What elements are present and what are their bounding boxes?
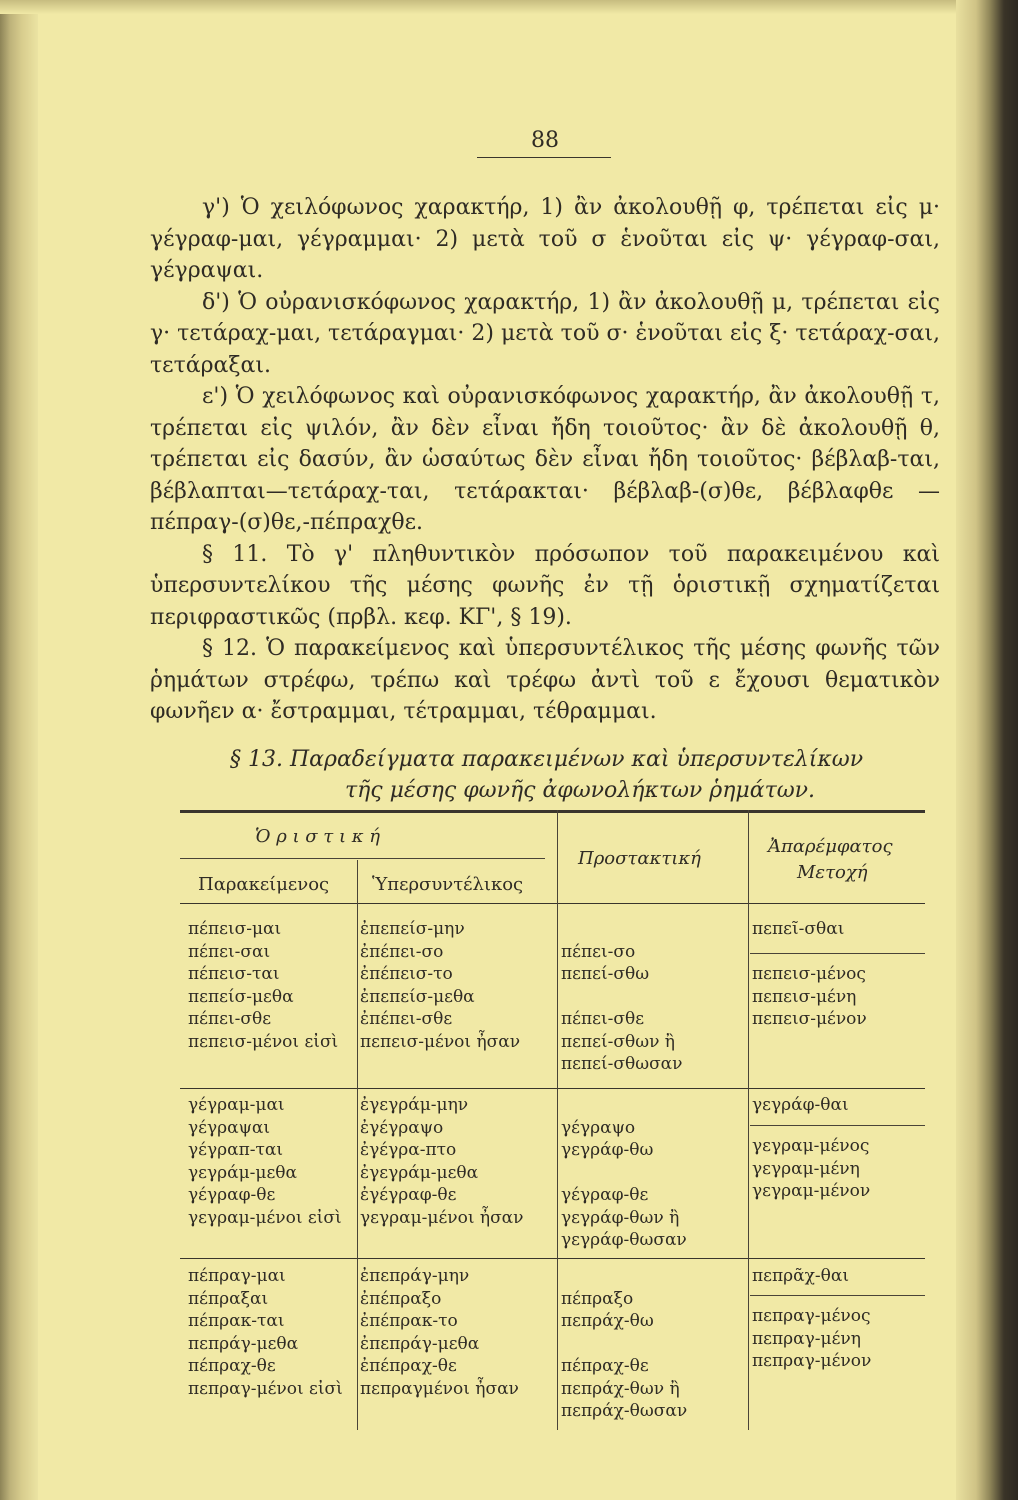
page-number: 88	[531, 128, 559, 153]
g2-aparemfatos: γεγράφ-θαι	[752, 1095, 849, 1115]
paragraph-section-12: § 12. Ὁ παρακείμενος καὶ ὑπερσυντέλικος τῆς μέσης φωνῆς τῶν ῥημάτων στρέφω, τρέπω καὶ τρέφω ἀντὶ τοῦ ε ἔχουσι θεματικὸν φωνῆεν α· ἔστραμμαι, τέτραμμαι, τέθραμμαι.	[150, 636, 940, 724]
page-edge-right	[956, 0, 1018, 1500]
section-13-heading-line1: § 13. Παραδείγματα παρακειμένων καὶ ὑπερσυντελίκων	[230, 746, 864, 772]
g3-aparemfatos: πεπρᾶχ-θαι	[752, 1266, 850, 1286]
table-top-rule	[180, 810, 925, 813]
g2-hypersyntelikos: ἐγεγράμ-μην ἐγέγραψο ἐγέγρα-πτο ἐγεγράμ-μεθα ἐγέγραφ-θε γεγραμ-μένοι ἦσαν	[360, 1095, 524, 1228]
g2-prostaktiki: γέγραψο γεγράφ-θω γέγραφ-θε γεγράφ-θων ἢ γεγράφ-θωσαν	[561, 1117, 687, 1250]
g3-prostaktiki: πέπραξο πεπράχ-θω πέπραχ-θε πεπράχ-θων ἢ πεπράχ-θωσαν	[561, 1288, 688, 1421]
g3-parakeimenos: πέπραγ-μαι πέπραξαι πέπρακ-ται πεπράγ-μεθα πέπραχ-θε πεπραγ-μένοι εἰσὶ	[188, 1266, 343, 1399]
g3-metochi: πεπραγ-μένος πεπραγ-μένη πεπραγ-μένον	[752, 1306, 872, 1371]
header-aparemfatos: Ἀπαρέμφατος	[768, 836, 893, 857]
g1-metochi: πεπεισ-μένος πεπεισ-μένη πεπεισ-μένον	[752, 964, 867, 1029]
g1-aparemfatos: πεπεῖ-σθαι	[752, 919, 845, 939]
header-bottom-rule	[180, 903, 925, 904]
header-metochi: Μετοχή	[797, 862, 868, 883]
header-hypersyntelikos: Ὑπερσυντέλικος	[372, 874, 524, 895]
g1-prostaktiki: πέπει-σο πεπεί-σθω πέπει-σθε πεπεί-σθων ἢ πεπεί-σθωσαν	[561, 941, 683, 1074]
inf-rule-2	[750, 1125, 925, 1126]
inf-rule-3	[750, 1295, 925, 1296]
oristiki-sub-rule	[180, 858, 545, 859]
g1-parakeimenos: πέπεισ-μαι πέπει-σαι πέπεισ-ται πεπείσ-μεθα πέπει-σθε πεπεισ-μένοι εἰσὶ	[188, 919, 339, 1052]
group-rule-1	[180, 1088, 925, 1089]
paragraph-section-11: § 11. Τὸ γ' πληθυντικὸν πρόσωπον τοῦ παρακειμένου καὶ ὑπερσυντελίκου τῆς μέσης φωνῆς ἐν τῇ ὁριστικῇ σχηματίζεται περιφραστικῶς (πρβλ. κεφ. ΚΓ', § 19).	[150, 541, 940, 630]
col-rule-2	[557, 810, 558, 1430]
g3-hypersyntelikos: ἐπεπράγ-μην ἐπέπραξο ἐπέπρακ-το ἐπεπράγ-μεθα ἐπέπραχ-θε πεπραγμένοι ἦσαν	[360, 1266, 519, 1399]
body-text	[150, 192, 940, 807]
section-13-heading-line2: τῆς μέσης φωνῆς ἀφωνολήκτων ῥημάτων.	[344, 778, 816, 803]
group-rule-2	[180, 1258, 925, 1259]
section-13-heading-cont	[150, 775, 940, 807]
header-prostaktiki: Προστακτική	[578, 848, 701, 869]
page-number-rule	[477, 157, 611, 158]
paragraph-gamma: γ') Ὁ χειλόφωνος χαρακτήρ, 1) ἂν ἀκολουθῇ φ, τρέπεται εἰς μ· γέγραφ-μαι, γέγραμμαι· 2) μετὰ τοῦ σ ἑνοῦται εἰς ψ· γέγραφ-σαι, γέγραψαι.	[150, 195, 940, 283]
page-gutter-left	[0, 0, 38, 1500]
paradigm-table	[180, 810, 925, 1430]
inf-rule-1	[750, 953, 925, 954]
header-oristiki: Ὁ ρ ι σ τ ι κ ή	[255, 826, 381, 847]
col-rule-1	[357, 860, 358, 1430]
g2-parakeimenos: γέγραμ-μαι γέγραψαι γέγραπ-ται γεγράμ-μεθα γέγραφ-θε γεγραμ-μένοι εἰσὶ	[188, 1095, 342, 1228]
g1-hypersyntelikos: ἐπεπείσ-μην ἐπέπει-σο ἐπέπεισ-το ἐπεπείσ-μεθα ἐπέπει-σθε πεπεισ-μένοι ἦσαν	[360, 919, 521, 1052]
header-parakeimenos: Παρακείμενος	[198, 874, 330, 895]
col-rule-3	[748, 810, 749, 1430]
paragraph-epsilon: ε') Ὁ χειλόφωνος καὶ οὐρανισκόφωνος χαρακτήρ, ἂν ἀκολουθῇ τ, τρέπεται εἰς ψιλόν, ἂν δὲν εἶναι ἤδη τοιοῦτος· ἂν δὲ ἀκολουθῇ θ, τρέπεται εἰς δασύν, ἂν ὡσαύτως δὲν εἶναι ἤδη τοιοῦτος· βέβλαβ-ται, βέβλαπται—τετάραχ-ται, τετάρακται· βέβλαβ-(σ)θε, βέβλαφθε —πέπραγ-(σ)θε,-πέπραχθε.	[150, 384, 940, 535]
section-13-heading	[150, 744, 940, 776]
g2-metochi: γεγραμ-μένος γεγραμ-μένη γεγραμ-μένον	[752, 1136, 871, 1201]
paragraph-delta: δ') Ὁ οὐρανισκόφωνος χαρακτήρ, 1) ἂν ἀκολουθῇ μ, τρέπεται εἰς γ· τετάραχ-μαι, τετάραγμαι· 2) μετὰ τοῦ σ· ἑνοῦται εἰς ξ· τετάραχ-σαι, τετάραξαι.	[150, 289, 940, 378]
page-content	[150, 0, 940, 1500]
